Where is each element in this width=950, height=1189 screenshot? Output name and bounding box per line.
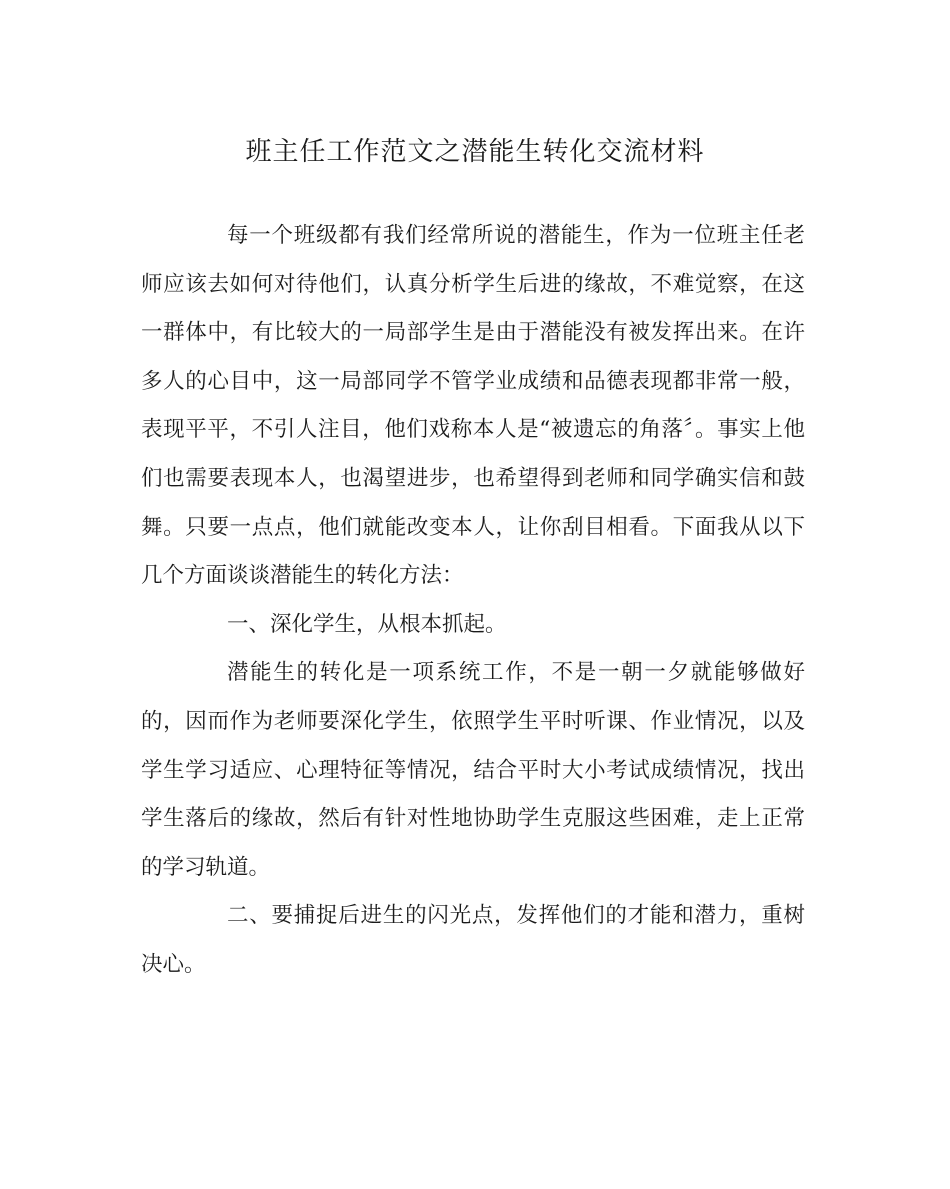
paragraph-section-1: 潜能生的转化是一项系统工作，不是一朝一夕就能够做好的，因而作为老师要深化学生，依照学生平时听课、作业情况，以及学生学习适应、心理特征等情况，结合平时大小考试成绩情况，找出学生落后的缘故，然后有针对性地协助学生克服这些困难，走上正常的学习轨道。 [141, 660, 805, 880]
section-heading-1: 一、深化学生，从根本抓起。 [227, 611, 507, 637]
document-body [141, 212, 805, 990]
document-title: 班主任工作范文之潜能生转化交流材料 [245, 137, 705, 167]
section-heading-2: 二、要捕捉后进生的闪光点，发挥他们的才能和潜力，重树决心。 [141, 903, 805, 977]
paragraph-intro: 每一个班级都有我们经常所说的潜能生，作为一位班主任老师应该去如何对待他们，认真分析学生后进的缘故，不难觉察，在这一群体中，有比较大的一局部学生是由于潜能没有被发挥出来。在许多人的心目中，这一局部同学不管学业成绩和品德表现都非常一般，表现平平，不引人注目，他们戏称本人是“被遗忘的角落〞。事实上他们也需要表现本人，也渴望进步，也希望得到老师和同学确实信和鼓舞。只要一点点，他们就能改变本人，让你刮目相看。下面我从以下几个方面谈谈潜能生的转化方法： [141, 223, 805, 589]
